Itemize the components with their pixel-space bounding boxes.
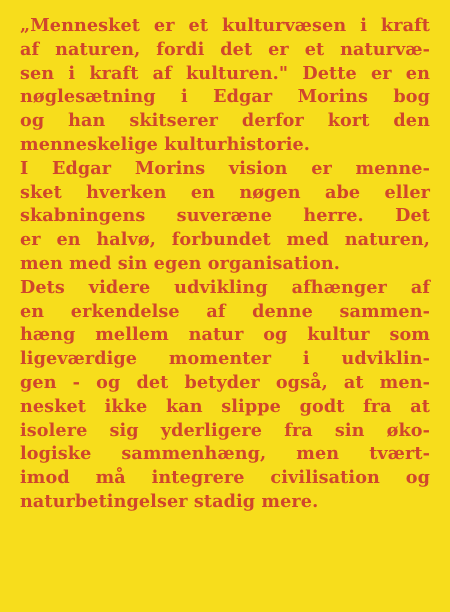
blurb-line-19: logiske sammenhæng, men tvært- bbox=[20, 443, 430, 465]
blurb-line-16: gen - og det betyder også, at men- bbox=[20, 371, 430, 393]
blurb-line-4: nøglesætning i Edgar Morins bog bbox=[20, 86, 430, 108]
blurb-line-8: sket hverken en nøgen abe eller bbox=[20, 181, 430, 203]
blurb-text bbox=[20, 14, 430, 514]
blurb-line-11: men med sin egen organisation. bbox=[20, 252, 341, 274]
blurb-line-12: Dets videre udvikling afhænger af bbox=[20, 276, 430, 298]
blurb-line-13: en erkendelse af denne sammen- bbox=[20, 300, 430, 322]
blurb-line-15: ligeværdige momenter i udviklin- bbox=[20, 348, 430, 370]
blurb-line-2: af naturen, fordi det er et naturvæ- bbox=[20, 38, 430, 60]
blurb-line-17: nesket ikke kan slippe godt fra at bbox=[20, 395, 430, 417]
blurb-line-6: menneskelige kulturhistorie. bbox=[20, 133, 311, 155]
blurb-line-7: I Edgar Morins vision er menne- bbox=[20, 157, 430, 179]
blurb-line-21: naturbetingelser stadig mere. bbox=[20, 490, 319, 512]
blurb-line-10: er en halvø, forbundet med naturen, bbox=[20, 229, 430, 251]
blurb-line-3: sen i kraft af kulturen." Dette er en bbox=[20, 62, 430, 84]
blurb-line-9: skabningens suveræne herre. Det bbox=[20, 205, 430, 227]
blurb-line-1: „Mennesket er et kulturvæsen i kraft bbox=[20, 15, 430, 36]
blurb-line-20: imod må integrere civilisation og bbox=[20, 467, 430, 489]
blurb-line-14: hæng mellem natur og kultur som bbox=[20, 324, 430, 346]
blurb-line-5: og han skitserer derfor kort den bbox=[20, 110, 430, 132]
blurb-line-18: isolere sig yderligere fra sin øko- bbox=[20, 419, 430, 441]
